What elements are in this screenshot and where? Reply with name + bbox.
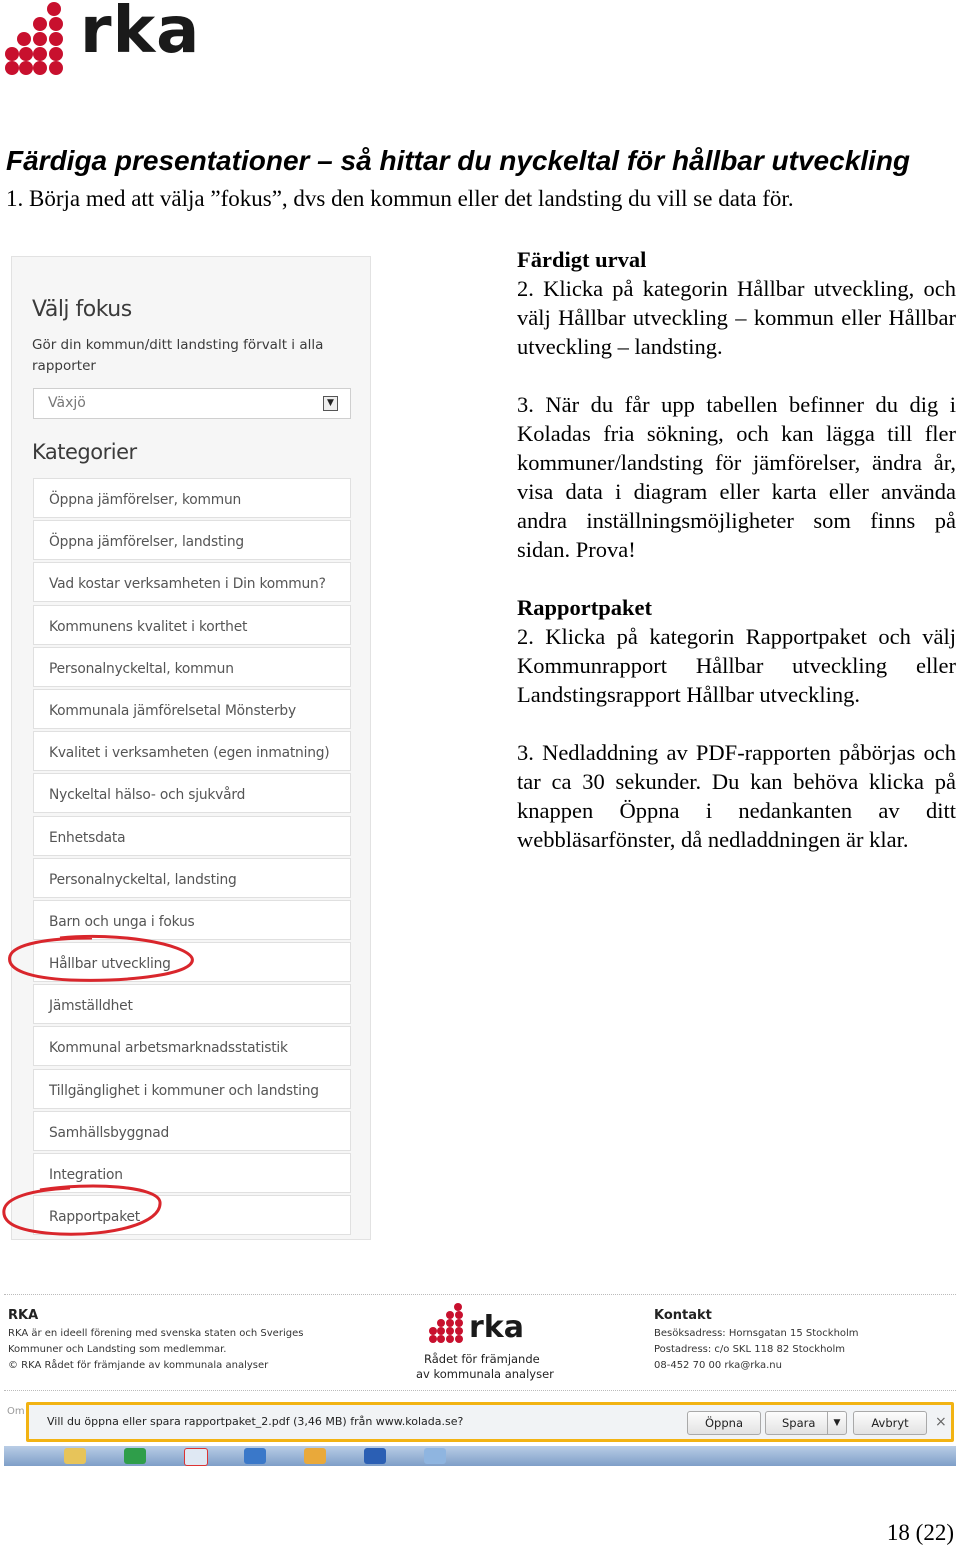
- footer-rka-heading: RKA: [8, 1308, 39, 1323]
- rka-logo: [4, 0, 201, 78]
- highlight-circle-rapportpaket: [0, 1180, 180, 1242]
- ie-icon[interactable]: [244, 1448, 266, 1464]
- category-item[interactable]: Kommunens kvalitet i korthet: [33, 605, 351, 645]
- category-item[interactable]: Jämställdhet: [33, 984, 351, 1024]
- save-button-label: Spara: [782, 1416, 816, 1430]
- panel-title: Välj fokus: [32, 297, 132, 322]
- folder-icon[interactable]: [64, 1448, 86, 1464]
- category-item[interactable]: Öppna jämförelser, landsting: [33, 520, 351, 560]
- category-item[interactable]: Personalnyckeltal, kommun: [33, 647, 351, 687]
- category-item[interactable]: Personalnyckeltal, landsting: [33, 858, 351, 898]
- panel-description: Gör din kommun/ditt landsting förvalt i alla rapporter: [32, 337, 324, 374]
- download-message: Vill du öppna eller spara rapportpaket_2.pdf (3,46 MB) från www.kolada.se?: [47, 1415, 464, 1428]
- footer-contact-heading: Kontakt: [654, 1308, 712, 1323]
- category-item-hallbar-utveckling[interactable]: Hållbar utveckling: [33, 942, 351, 982]
- footer-rka-line: RKA är en ideell förening med svenska staten och Sveriges: [8, 1328, 304, 1339]
- categories-title: Kategorier: [32, 440, 137, 464]
- category-item[interactable]: Barn och unga i fokus: [33, 900, 351, 940]
- category-item[interactable]: Integration: [33, 1153, 351, 1193]
- footer-contact-line: Postadress: c/o SKL 118 82 Stockholm: [654, 1344, 846, 1355]
- footer-contact-line: Besöksadress: Hornsgatan 15 Stockholm: [654, 1328, 859, 1339]
- footer-contact-line: 08-452 70 00 rka@rka.nu: [654, 1360, 782, 1371]
- excel-icon[interactable]: [124, 1448, 146, 1464]
- taskbar: [4, 1446, 956, 1466]
- category-item[interactable]: Vad kostar verksamheten i Din kommun?: [33, 562, 351, 602]
- rka-logo-dots-icon: [4, 0, 74, 78]
- website-footer-screenshot: [4, 1290, 956, 1466]
- highlight-circle-hallbar: [0, 930, 220, 990]
- focus-select[interactable]: [33, 388, 351, 419]
- chevron-down-icon[interactable]: ▼: [827, 1412, 846, 1434]
- category-item[interactable]: Kvalitet i verksamheten (egen inmatning): [33, 731, 351, 771]
- footer-tagline: av kommunala analyser: [416, 1367, 554, 1381]
- close-icon[interactable]: ×: [935, 1414, 947, 1430]
- focus-panel-screenshot: [11, 256, 371, 1240]
- category-item[interactable]: Enhetsdata: [33, 816, 351, 856]
- footer-logo-dots-icon: [428, 1302, 468, 1344]
- category-item[interactable]: Kommunala jämförelsetal Mönsterby: [33, 689, 351, 729]
- step-1-text: 1. Börja med att välja ”fokus”, dvs den kommun eller det landsting du vill se data för.: [6, 186, 794, 211]
- browser-icon[interactable]: [184, 1448, 208, 1466]
- save-button[interactable]: [765, 1411, 847, 1435]
- document-title: Färdiga presentationer – så hittar du nyckeltal för hållbar utveckling: [6, 145, 911, 176]
- category-item[interactable]: Tillgänglighet i kommuner och landsting: [33, 1069, 351, 1109]
- section2-step3: 3. Nedladdning av PDF-rapporten påbörjas och tar ca 30 sekunder. Du kan behöva klicka på knappen Öppna i nedankanten av ditt webbläsarfönster, då nedladdningen är klar.: [517, 740, 956, 852]
- section1-step3: 3. När du får upp tabellen befinner du dig i Koladas fria sökning, och kan lägga till fler kommuner/landsting för jämförelser, ändra år, visa data i diagram eller karta eller använda andra inställningsmöjligheter som finns på sidan. Prova!: [517, 392, 956, 562]
- category-item[interactable]: Nyckeltal hälso- och sjukvård: [33, 773, 351, 813]
- chevron-down-icon[interactable]: ▼: [323, 396, 338, 411]
- category-item[interactable]: Kommunal arbetsmarknadsstatistik: [33, 1026, 351, 1066]
- footer-rka-line: Kommuner och Landsting som medlemmar.: [8, 1344, 227, 1355]
- footer-logo-wordmark: rka: [469, 1310, 524, 1345]
- section1-step2: 2. Klicka på kategorin Hållbar utveckling, och välj Hållbar utveckling – kommun eller Hållbar utveckling – landsting.: [517, 276, 956, 359]
- open-button[interactable]: Öppna: [687, 1411, 761, 1435]
- section-heading-fardigt-urval: Färdigt urval: [517, 247, 647, 272]
- footer-tagline: Rådet för främjande: [424, 1352, 540, 1366]
- outlook-icon[interactable]: [304, 1448, 326, 1464]
- section-heading-rapportpaket: Rapportpaket: [517, 595, 653, 620]
- instructions-column: [517, 245, 956, 854]
- category-item-rapportpaket[interactable]: Rapportpaket: [33, 1195, 351, 1235]
- rka-logo-wordmark: rka: [80, 0, 201, 68]
- app-icon[interactable]: [424, 1448, 446, 1464]
- footer-rka-line: © RKA Rådet för främjande av kommunala analyser: [8, 1360, 269, 1371]
- footer-om-link[interactable]: Om: [7, 1406, 25, 1417]
- download-notification-bar: [26, 1402, 954, 1442]
- category-item[interactable]: Samhällsbyggnad: [33, 1111, 351, 1151]
- cancel-button[interactable]: Avbryt: [853, 1411, 927, 1435]
- category-item[interactable]: Öppna jämförelser, kommun: [33, 478, 351, 518]
- category-list: [33, 478, 351, 1237]
- focus-select-value: Växjö: [48, 395, 86, 411]
- page-number: 18 (22): [886, 1520, 954, 1545]
- word-icon[interactable]: [364, 1448, 386, 1464]
- section2-step2: 2. Klicka på kategorin Rapportpaket och välj Kommunrapport Hållbar utveckling eller Landstingsrapport Hållbar utveckling.: [517, 624, 956, 707]
